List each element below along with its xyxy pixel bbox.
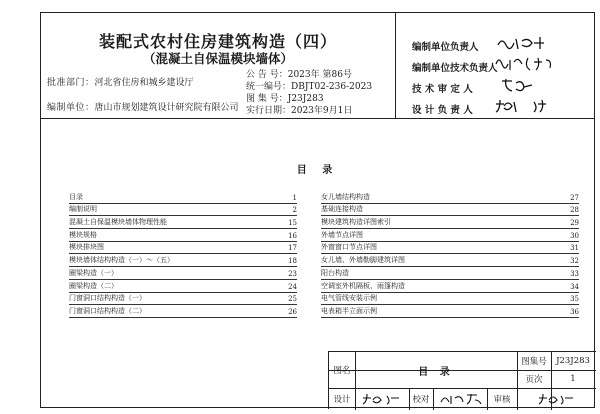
toc-entry[interactable] [321, 229, 579, 242]
toc-entry[interactable] [321, 204, 579, 217]
handwritten-signature [494, 54, 564, 74]
toc-entry-page: 15 [288, 219, 297, 228]
responsibility-row [412, 39, 479, 53]
toc-entry[interactable] [69, 267, 297, 280]
responsibility-panel [396, 13, 596, 118]
responsibility-role: 编制单位技术负责人 [412, 63, 498, 74]
toc-entry-page: 31 [570, 244, 579, 253]
toc-entry-title: 门窗洞口结构构造（一） [69, 294, 146, 303]
toc-entry-page: 2 [292, 206, 297, 215]
toc-entry[interactable] [321, 242, 579, 255]
toc-entry-title: 电表箱半立面示例 [321, 306, 377, 315]
toc-entry-title: 基础连接构造 [321, 205, 363, 214]
toc-entry-title: 模块建筑构造详图索引 [321, 218, 391, 227]
toc-entry-title: 女儿墙结构构造 [321, 192, 370, 201]
toc-entry[interactable] [69, 254, 297, 267]
toc-entry-title: 圈梁构造（一） [69, 268, 118, 277]
reviewer-signature [525, 392, 585, 406]
drawing-name: 目 录 [418, 366, 454, 378]
toc-entry-page: 27 [570, 193, 579, 202]
toc-entry-title: 模块排块图 [69, 243, 104, 252]
toc-entry-title: 圈梁构造（二） [69, 281, 118, 290]
toc-entry-page: 16 [288, 231, 297, 240]
toc-entry-title: 模块规格 [69, 230, 97, 239]
unified-number: 统一编号：DBJT02-236-2023 [246, 82, 373, 92]
toc-entry-title: 空调室外机隔板、雨篷构造 [321, 281, 405, 290]
handwritten-signature [494, 33, 564, 53]
toc-entry[interactable] [321, 293, 579, 306]
toc-entry[interactable] [69, 280, 297, 293]
toc-entry-page: 1 [292, 193, 297, 202]
toc-entry[interactable] [321, 191, 579, 204]
toc-entry-title: 门窗洞口结构构造（二） [69, 306, 146, 315]
toc-entry-page: 25 [288, 295, 297, 304]
title-block [328, 351, 596, 409]
toc-entry-title: 混凝土自保温模块墙体物理性能 [69, 218, 167, 227]
document-subtitle: （混凝土自保温模块墙体） [142, 51, 293, 66]
toc-entry-page: 17 [288, 244, 297, 253]
drawing-sheet [40, 12, 595, 408]
toc-entry-page: 36 [570, 307, 579, 316]
toc-entry[interactable] [69, 216, 297, 229]
title-block-divider [433, 388, 434, 410]
check-label: 校对 [412, 395, 430, 405]
toc-entry-page: 32 [570, 257, 579, 266]
toc-entry-title: 目录 [69, 192, 83, 201]
toc-entry-title: 女儿墙、外墙勒脚建筑详图 [321, 256, 405, 265]
handwritten-signature [494, 96, 564, 116]
toc-left-column [69, 191, 297, 318]
notice-number: 公 告 号：2023年 第86号 [246, 70, 352, 80]
responsibility-role: 编制单位负责人 [412, 42, 479, 53]
document-title: 装配式农村住房建筑构造（四） [98, 32, 337, 51]
approval-line [47, 75, 194, 88]
header-left-panel [41, 13, 396, 118]
editor-label: 编制单位： [47, 103, 95, 113]
atlas-number: 图 集 号：J23J283 [246, 94, 324, 104]
toc-entry-title: 编制说明 [69, 205, 97, 214]
responsibility-row [412, 60, 498, 74]
atlas-number-value: J23J283 [556, 356, 590, 366]
toc-entry-page: 35 [570, 295, 579, 304]
toc-entry[interactable] [321, 254, 579, 267]
toc-entry[interactable] [321, 216, 579, 229]
publication-info [246, 69, 372, 117]
toc-entry-page: 29 [570, 219, 579, 228]
approval-value: 河北省住房和城乡建设厅 [94, 78, 194, 88]
cover-header [41, 13, 594, 119]
editor-line [47, 100, 239, 113]
toc-entry[interactable] [69, 293, 297, 306]
toc-entry[interactable] [69, 191, 297, 204]
editor-value: 唐山市规划建筑设计研究院有限公司 [94, 103, 239, 113]
toc-entry-title: 模块墙体结构构造（一）～（五） [69, 256, 174, 265]
toc-entry-page: 26 [288, 307, 297, 316]
toc-entry[interactable] [69, 229, 297, 242]
toc-entry[interactable] [69, 242, 297, 255]
toc-entry-title: 电气管线安装示例 [321, 294, 377, 303]
toc-right-column [321, 191, 579, 318]
toc-entry-page: 18 [288, 257, 297, 266]
page-number-label: 页次 [525, 375, 543, 385]
toc-entry[interactable] [69, 305, 297, 318]
design-label: 设计 [333, 395, 351, 405]
designer-signature [361, 392, 405, 406]
toc-entry[interactable] [321, 267, 579, 280]
toc-entry-page: 28 [570, 206, 579, 215]
approval-label: 批准部门： [47, 78, 95, 88]
toc-entry[interactable] [321, 305, 579, 318]
toc-entry[interactable] [321, 280, 579, 293]
toc-entry-page: 33 [570, 269, 579, 278]
toc-entry-title: 外窗窗口节点详图 [321, 243, 377, 252]
responsibility-role: 设 计 负 责 人 [412, 105, 473, 116]
checker-signature [439, 392, 483, 406]
drawing-name-label: 图名 [333, 366, 351, 376]
review-label: 审核 [493, 395, 511, 405]
toc-entry-title: 阳台构造 [321, 268, 349, 277]
responsibility-row [412, 102, 473, 116]
toc-entry-page: 23 [288, 269, 297, 278]
page-number-value: 1 [570, 374, 576, 384]
toc-entry[interactable] [69, 204, 297, 217]
toc-entry-title: 外墙节点详图 [321, 230, 363, 239]
toc-entry-page: 34 [570, 282, 579, 291]
handwritten-signature [494, 75, 564, 95]
atlas-number-label: 图集号 [521, 357, 547, 367]
responsibility-role: 技 术 审 定 人 [412, 84, 473, 95]
title-block-divider [329, 388, 596, 389]
toc-entry-page: 24 [288, 282, 297, 291]
toc-heading: 目 录 [296, 165, 339, 176]
effective-date: 实行日期：2023年9月1日 [246, 106, 353, 116]
responsibility-row [412, 81, 473, 95]
toc-entry-page: 30 [570, 231, 579, 240]
